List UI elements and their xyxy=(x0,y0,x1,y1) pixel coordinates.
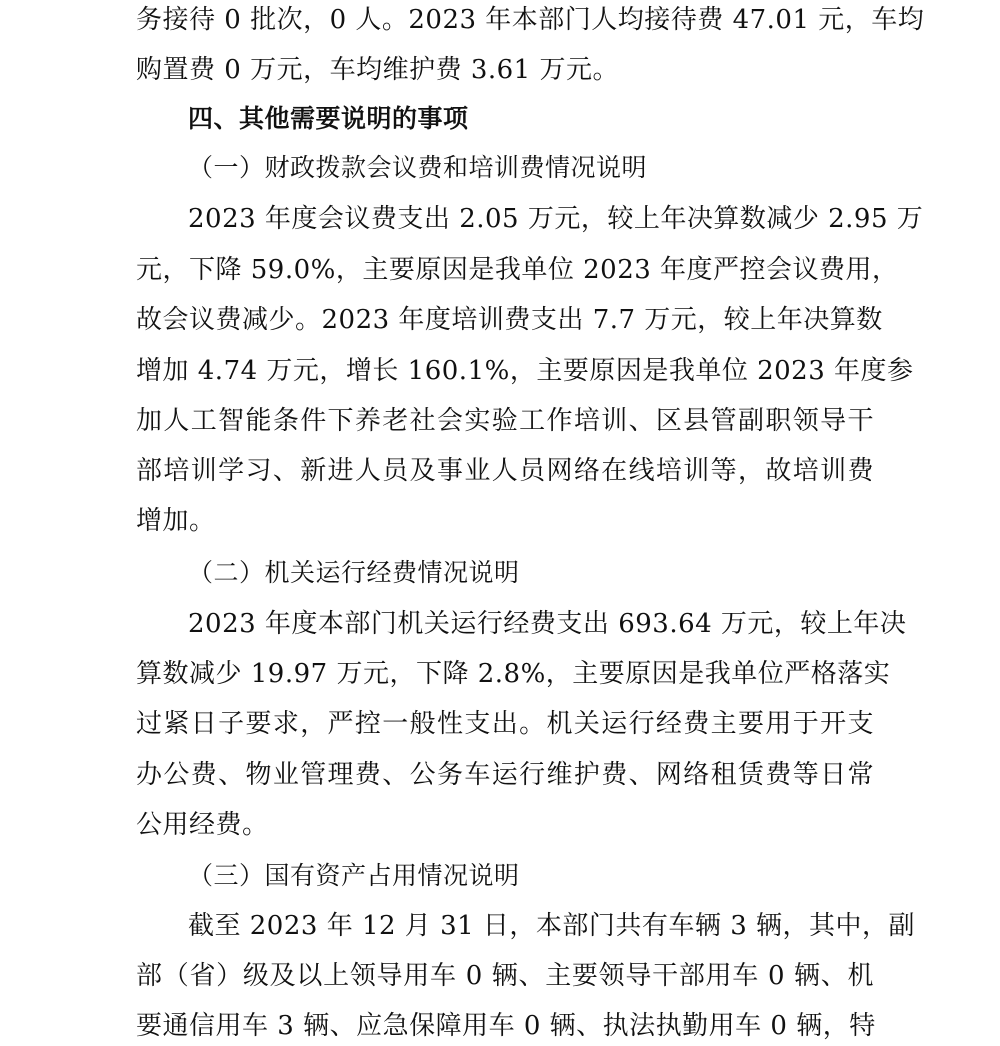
subsection-heading: （一）财政拨款会议费和培训费情况说明 xyxy=(188,153,648,182)
paragraph-line: 部培训学习、新进人员及事业人员网络在线培训等，故培训费 xyxy=(136,456,874,486)
subsection-heading: （二）机关运行经费情况说明 xyxy=(188,558,520,587)
paragraph-line: 加人工智能条件下养老社会实验工作培训、区县管副职领导干 xyxy=(136,406,874,436)
paragraph-line: 2023 年度本部门机关运行经费支出 693.64 万元，较上年决 xyxy=(188,609,907,639)
paragraph-line: 要通信用车 3 辆、应急保障用车 0 辆、执法执勤用车 0 辆，特 xyxy=(136,1011,876,1041)
paragraph-line: 部（省）级及以上领导用车 0 辆、主要领导干部用车 0 辆、机 xyxy=(136,961,874,991)
paragraph-line: 元，下降 59.0%，主要原因是我单位 2023 年度严控会议费用， xyxy=(136,255,899,285)
section-heading: 四、其他需要说明的事项 xyxy=(188,104,469,133)
paragraph-line: 办公费、物业管理费、公务车运行维护费、网络租赁费等日常 xyxy=(136,760,874,790)
paragraph-line: 算数减少 19.97 万元，下降 2.8%，主要原因是我单位严格落实 xyxy=(136,659,891,689)
subsection-heading: （三）国有资产占用情况说明 xyxy=(188,861,520,890)
paragraph-line: 购置费 0 万元，车均维护费 3.61 万元。 xyxy=(136,55,619,85)
paragraph-line: 2023 年度会议费支出 2.05 万元，较上年决算数减少 2.95 万 xyxy=(188,204,924,234)
paragraph-line: 截至 2023 年 12 月 31 日，本部门共有车辆 3 辆，其中，副 xyxy=(188,911,915,941)
paragraph-line: 增加 4.74 万元，增长 160.1%，主要原因是我单位 2023 年度参 xyxy=(136,356,914,386)
paragraph-line: 务接待 0 批次，0 人。2023 年本部门人均接待费 47.01 元，车均 xyxy=(136,5,925,35)
paragraph-line: 过紧日子要求，严控一般性支出。机关运行经费主要用于开支 xyxy=(136,709,874,739)
paragraph-line: 公用经费。 xyxy=(136,810,269,840)
paragraph-line: 故会议费减少。2023 年度培训费支出 7.7 万元，较上年决算数 xyxy=(136,305,883,335)
paragraph-line: 增加。 xyxy=(136,506,216,536)
